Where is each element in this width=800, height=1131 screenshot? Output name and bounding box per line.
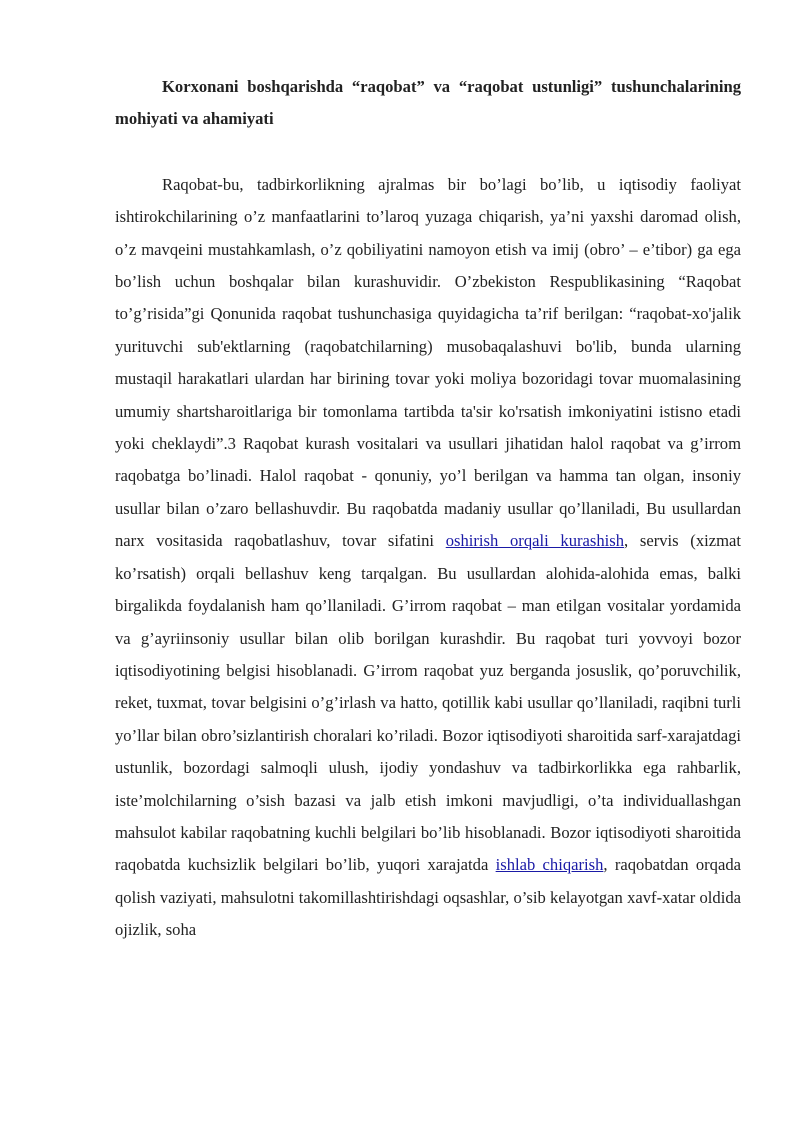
body-paragraph (115, 169, 741, 947)
paragraph-text-part-3: , raqobatdan orqada qolish vaziyati, mahsulotni takomillashtirishdagi oqsashlar, o’sib kelayotgan xavf-xatar oldida ojizlik, soha (115, 855, 741, 940)
paragraph-text-part-1: Raqobat-bu, tadbirkorlikning ajralmas bir bo’lagi bo’lib, u iqtisodiy faoliyat ishtirokchilarining o’z manfaatlarini to’laroq yuzaga chiqarish, ya’ni yaxshi daromad olish, o’z mavqeini mustahkamlash, o’z qobiliyatini namoyon etish va imij (obro’ – e’tibor) ga ega bo’lish uchun boshqalar bilan kurashuvidir. O’zbekiston Respublikasining “Raqobat to’g’risida”gi Qonunida raqobat tushunchasiga quyidagicha ta’rif berilgan: “raqobat-xo'jalik yurituvchi sub'ektlarning (raqobatchilarning) musobaqalashuvi bo'lib, bunda ularning mustaqil harakatlari ulardan har birining tovar yoki moliya bozoridagi tovar muomalasining umumiy shartsharoitlariga bir tomonlama tartibda ta'sir ko'rsatish imkoniyatini istisno etadi yoki cheklaydi”.3 Raqobat kurash vositalari va usullari jihatidan halol raqobat va g’irrom raqobatga bo’linadi. Halol raqobat - qonuniy, yo’l berilgan va hamma tan olgan, insoniy usullar bilan o’zaro bellashuvdir. Bu raqobatda madaniy usullar qo’llaniladi, Bu usullardan narx vositasida raqobatlashuv, tovar sifatini (115, 174, 741, 551)
paragraph-text-part-2: , servis (xizmat ko’rsatish) orqali bellashuv keng tarqalgan. Bu usullardan alohida-alohida emas, balki birgalikda foydalanish ham qo’llaniladi. G’irrom raqobat – man etilgan vositalar yordamida va g’ayriinsoniy usullar bilan olib borilgan kurashdir. Bu raqobat turi yovvoyi bozor iqtisodiyotining belgisi hisoblanadi. G’irrom raqobat yuz berganda josuslik, qo’poruvchilik, reket, tuxmat, tovar belgisini o’g’irlash va hatto, qotillik kabi usullar qo’llaniladi, raqibni turli yo’llar bilan obro’sizlantirish choralari ko’riladi. Bozor iqtisodiyoti sharoitida sarf-xarajatdagi ustunlik, bozordagi salmoqli ulush, ijodiy yondashuv va tadbirkorlikka ega rahbarlik, iste’molchilarning o’sish bazasi va jalb etish imkoni mavjudligi, o’ta individuallashgan mahsulot kabilar raqobatning kuchli belgilari bo’lib hisoblanadi. Bozor iqtisodiyoti sharoitida raqobatda kuchsizlik belgilari bo’lib, yuqori xarajatda (115, 531, 741, 875)
link-ishlab-chiqarish[interactable]: ishlab chiqarish (495, 855, 604, 875)
link-oshirish-orqali-kurashish[interactable]: oshirish orqali kurashish (445, 531, 625, 551)
section-heading: Korxonani boshqarishda “raqobat” va “raqobat ustunligi” tushunchalarining mohiyati va ahamiyati (115, 77, 741, 129)
document-page (115, 71, 741, 947)
